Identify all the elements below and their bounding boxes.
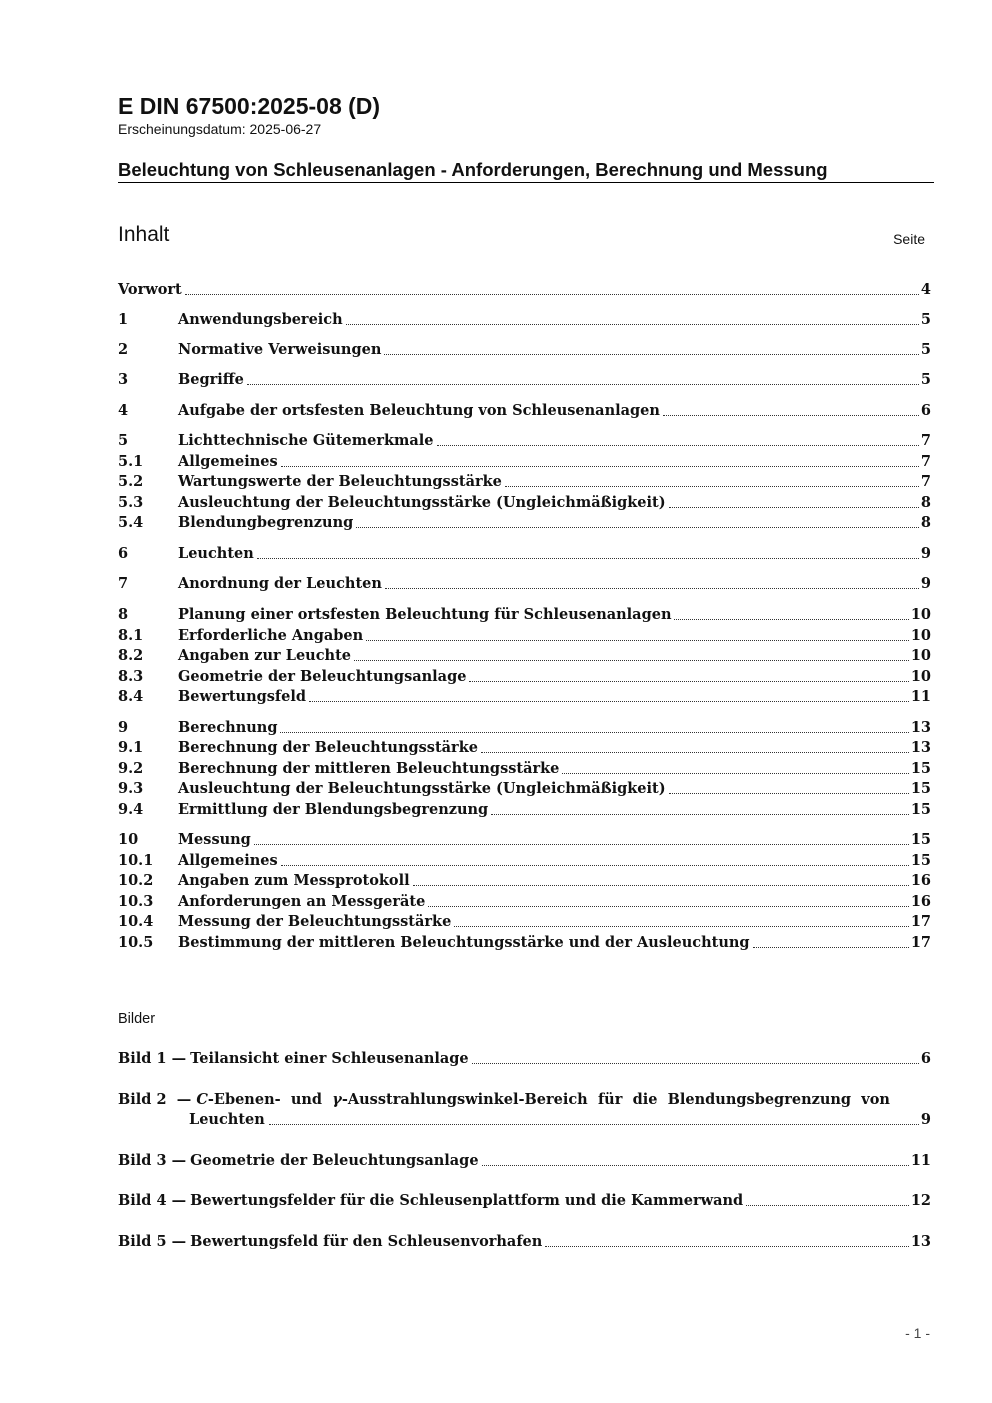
figure-entry-2-title-mid [332,1090,587,1110]
toc-entry[interactable] [118,718,931,738]
toc-entry[interactable] [118,738,931,758]
figure-entry-page: 11 [910,1152,931,1169]
toc-entry-label: Allgemeines [178,852,278,869]
toc-entry-number: 9.3 [118,780,144,797]
toc-entry-number: 8.4 [118,688,144,705]
toc-entry[interactable] [118,280,931,300]
toc-entry[interactable] [118,370,931,390]
dot-leader [269,1124,919,1125]
toc-entry-label: Messung [178,831,251,848]
toc-entry-page: 17 [910,913,931,930]
dot-leader [257,558,919,559]
figure-text-part: -Ausstrahlungswinkel-Bereich [341,1091,588,1108]
title-divider [118,182,934,183]
figure-text-word: von [861,1091,890,1108]
toc-entry-page: 16 [910,872,931,889]
toc-entry[interactable] [118,646,931,666]
toc-entry[interactable] [118,340,931,360]
toc-entry-number: 3 [118,371,129,388]
toc-entry-page: 5 [920,371,931,388]
figure-text-word: für [597,1091,623,1108]
toc-entry[interactable] [118,626,931,646]
document-title: Beleuchtung von Schleusenanlagen - Anforderungen, Berechnung und Messung [118,159,828,180]
toc-entry-page: 7 [920,432,931,449]
toc-entry-label: Berechnung der mittleren Beleuchtungsstärke [178,760,560,777]
figure-text-part: -Ebenen- [207,1091,281,1108]
dot-leader [746,1205,909,1206]
figure-entry[interactable] [118,1151,931,1171]
toc-entry[interactable] [118,544,931,564]
toc-heading: Inhalt [118,223,170,246]
figure-entry-page: 9 [920,1111,931,1128]
toc-entry[interactable] [118,687,931,707]
toc-entry-number: 5.4 [118,514,144,531]
toc-entry-label: Ausleuchtung der Beleuchtungsstärke (Ungleichmäßigkeit) [178,494,666,511]
toc-entry-page: 16 [910,893,931,910]
toc-page-column-label: Seite [893,231,925,247]
dot-leader [669,507,919,508]
figure-entry-2-line-1[interactable] [118,1090,890,1110]
toc-entry[interactable] [118,310,931,330]
toc-entry-label: Aufgabe der ortsfesten Beleuchtung von Schleusenanlagen [178,402,660,419]
figure-entry-number: Bild 5 — [118,1233,187,1250]
toc-entry-page: 5 [920,311,931,328]
toc-entry-page: 9 [920,575,931,592]
toc-entry[interactable] [118,779,931,799]
toc-entry-number: 8.1 [118,627,144,644]
figure-text-word: die [632,1091,658,1108]
toc-entry-number: 10 [118,831,139,848]
toc-entry-label: Anordnung der Leuchten [178,575,382,592]
figure-entry[interactable] [118,1232,931,1252]
em-dash: — [176,1091,192,1108]
figure-entry-label: Leuchten [189,1111,265,1128]
figure-entry-label: Teilansicht einer Schleusenanlage [190,1050,469,1067]
toc-entry[interactable] [118,830,931,850]
figures-heading: Bilder [118,1011,156,1027]
figure-text-word: und [290,1091,323,1108]
toc-entry-page: 10 [910,606,931,623]
dot-leader [385,588,919,589]
dot-leader [254,844,909,845]
toc-entry-label: Normative Verweisungen [178,341,382,358]
toc-entry[interactable] [118,871,931,891]
toc-entry-number: 5.1 [118,453,144,470]
toc-entry-label: Erforderliche Angaben [178,627,364,644]
dot-leader [505,486,919,487]
figure-entry-number: Bild 1 — [118,1050,187,1067]
figure-entry-page: 6 [920,1050,931,1067]
toc-entry[interactable] [118,667,931,687]
toc-entry[interactable] [118,892,931,912]
toc-entry-label: Bestimmung der mittleren Beleuchtungsstärke und der Ausleuchtung [178,934,750,951]
dot-leader [545,1246,908,1247]
toc-entry-label: Leuchten [178,545,254,562]
toc-entry[interactable] [118,472,931,492]
publication-date: Erscheinungsdatum: 2025-06-27 [118,121,322,137]
figure-entry-label: Geometrie der Beleuchtungsanlage [190,1152,479,1169]
toc-entry-label: Ermittlung der Blendungsbegrenzung [178,801,489,818]
toc-entry-page: 15 [910,801,931,818]
dot-leader [280,732,908,733]
toc-entry[interactable] [118,401,931,421]
dot-leader [346,324,919,325]
toc-entry-number: 9.1 [118,739,144,756]
dot-leader [481,752,909,753]
page-number: - 1 - [905,1325,930,1341]
c-symbol: C [196,1091,208,1108]
toc-entry-label: Anwendungsbereich [178,311,343,328]
toc-entry-label: Bewertungsfeld [178,688,307,705]
toc-entry-label: Lichttechnische Gütemerkmale [178,432,434,449]
toc-entry-label: Allgemeines [178,453,278,470]
toc-entry-number: 8.3 [118,668,144,685]
dot-leader [428,906,909,907]
dot-leader [753,947,909,948]
toc-entry-number: 8.2 [118,647,144,664]
toc-entry[interactable] [118,800,931,820]
toc-entry-page: 4 [920,281,931,298]
dot-leader [281,466,919,467]
toc-entry-page: 13 [910,739,931,756]
toc-entry[interactable] [118,431,931,451]
figure-entry-number: Bild 3 — [118,1152,187,1169]
toc-entry-number: 5 [118,432,129,449]
toc-entry-page: 15 [910,852,931,869]
toc-entry[interactable] [118,759,931,779]
toc-entry[interactable] [118,493,931,513]
toc-entry-page: 8 [920,494,931,511]
toc-entry-label: Angaben zum Messprotokoll [178,872,410,889]
toc-entry-number: 5.2 [118,473,144,490]
toc-entry[interactable] [118,933,931,953]
toc-entry-page: 15 [910,831,931,848]
toc-entry[interactable] [118,851,931,871]
dot-leader [562,773,908,774]
toc-entry-page: 7 [920,453,931,470]
dot-leader [366,640,909,641]
dot-leader [674,619,908,620]
dot-leader [454,926,909,927]
dot-leader [354,660,909,661]
dot-leader [356,527,919,528]
document-id: E DIN 67500:2025-08 (D) [118,93,381,119]
figure-entry-label: Bewertungsfelder für die Schleusenplattform und die Kammerwand [190,1192,744,1209]
toc-entry-number: 10.4 [118,913,154,930]
dot-leader [281,865,909,866]
figure-entry-2-line-2[interactable] [189,1110,931,1130]
toc-entry-number: 8 [118,606,129,623]
toc-entry-number: 2 [118,341,129,358]
toc-entry-label: Wartungswerte der Beleuchtungsstärke [178,473,502,490]
figure-entry[interactable] [118,1191,931,1211]
dot-leader [482,1165,909,1166]
toc-entry-page: 10 [910,668,931,685]
toc-entry-label: Ausleuchtung der Beleuchtungsstärke (Ungleichmäßigkeit) [178,780,666,797]
toc-entry[interactable] [118,605,931,625]
figure-entry-2-title-start [177,1090,281,1110]
toc-entry-page: 13 [910,719,931,736]
toc-entry-number: 10.3 [118,893,154,910]
toc-entry-number: 4 [118,402,129,419]
figure-entry-page: 12 [910,1192,931,1209]
toc-entry-number: 10.2 [118,872,154,889]
gamma-symbol: γ [332,1091,342,1108]
toc-entry-label: Berechnung [178,719,278,736]
toc-entry-number: 9.4 [118,801,144,818]
dot-leader [469,681,908,682]
toc-entry-label: Begriffe [178,371,244,388]
toc-entry-page: 15 [910,760,931,777]
toc-entry-label: Vorwort [118,281,182,298]
toc-entry[interactable] [118,513,931,533]
toc-entry[interactable] [118,912,931,932]
toc-entry-page: 15 [910,780,931,797]
dot-leader [437,445,919,446]
toc-entry-label: Berechnung der Beleuchtungsstärke [178,739,478,756]
figure-entry-number: Bild 2 [118,1091,167,1108]
toc-entry[interactable] [118,452,931,472]
toc-entry-number: 9.2 [118,760,144,777]
dot-leader [413,885,909,886]
toc-entry-number: 7 [118,575,129,592]
toc-entry-label: Messung der Beleuchtungsstärke [178,913,452,930]
dot-leader [472,1063,919,1064]
dot-leader [491,814,909,815]
toc-entry-number: 6 [118,545,129,562]
toc-entry-number: 1 [118,311,129,328]
toc-entry-page: 9 [920,545,931,562]
dot-leader [663,415,919,416]
toc-entry-label: Planung einer ortsfesten Beleuchtung für Schleusenanlagen [178,606,672,623]
toc-entry-number: 10.5 [118,934,154,951]
toc-entry-page: 10 [910,647,931,664]
toc-entry-page: 11 [910,688,931,705]
toc-entry-label: Geometrie der Beleuchtungsanlage [178,668,467,685]
toc-entry[interactable] [118,574,931,594]
toc-entry-page: 10 [910,627,931,644]
toc-entry-page: 5 [920,341,931,358]
figure-entry-page: 13 [910,1233,931,1250]
dot-leader [247,384,919,385]
toc-entry-page: 17 [910,934,931,951]
figure-entry[interactable] [118,1049,931,1069]
figure-entry-label: Bewertungsfeld für den Schleusenvorhafen [190,1233,543,1250]
figure-entry-number: Bild 4 — [118,1192,187,1209]
toc-entry-page: 6 [920,402,931,419]
toc-entry-number: 5.3 [118,494,144,511]
figure-text-word: Blendungsbegrenzung [667,1091,852,1108]
dot-leader [185,294,919,295]
toc-entry-page: 8 [920,514,931,531]
toc-entry-number: 9 [118,719,129,736]
toc-entry-label: Angaben zur Leuchte [178,647,352,664]
dot-leader [384,354,919,355]
toc-entry-number: 10.1 [118,852,154,869]
toc-entry-label: Blendungbegrenzung [178,514,354,531]
toc-entry-label: Anforderungen an Messgeräte [178,893,426,910]
toc-entry-page: 7 [920,473,931,490]
dot-leader [669,793,909,794]
dot-leader [309,701,909,702]
